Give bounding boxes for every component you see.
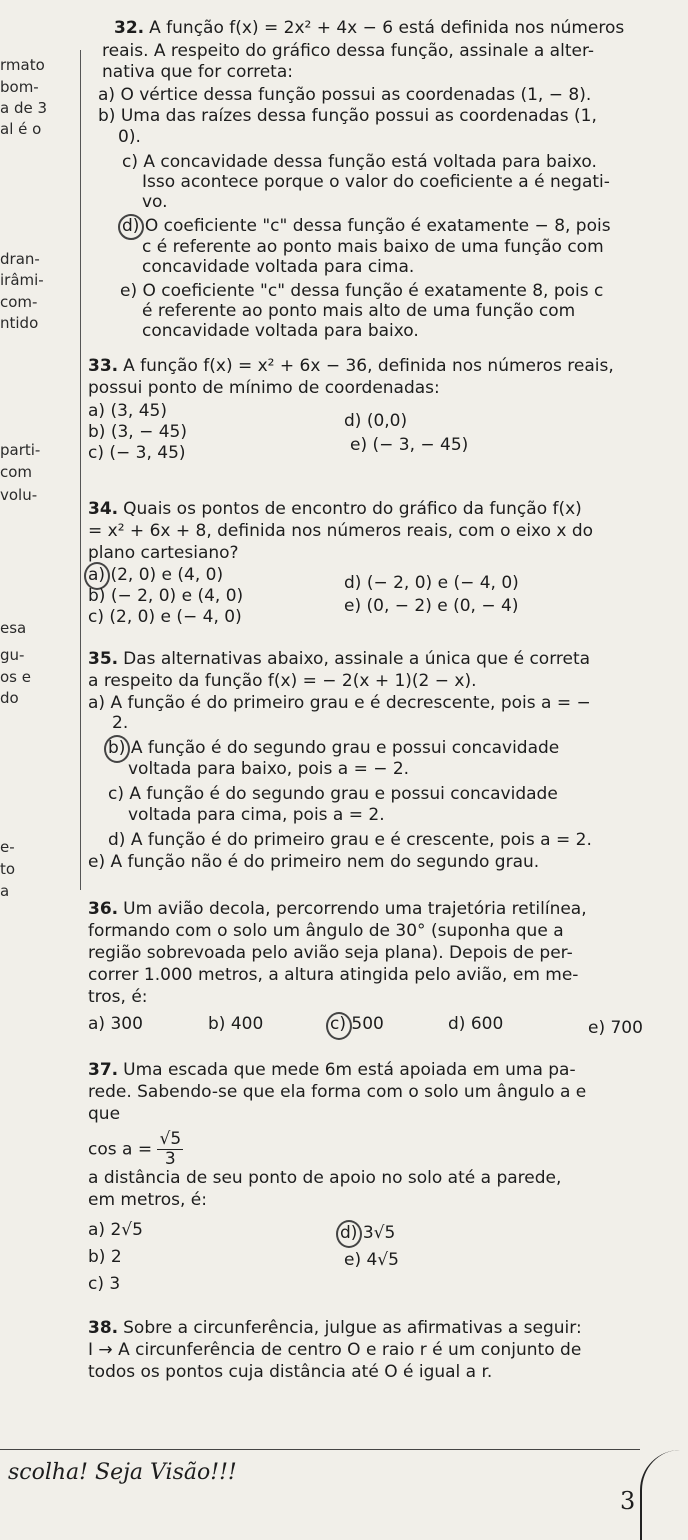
question-text: correr 1.000 metros, a altura atingida pelo avião, em me- <box>88 965 579 985</box>
option-c[interactable]: c) A função é do segundo grau e possui concavidade <box>108 784 558 804</box>
gutter-fragment: volu- <box>0 486 38 504</box>
gutter-fragment: ntido <box>0 314 39 332</box>
option-d[interactable]: d) 600 <box>448 1014 504 1034</box>
gutter-fragment: e- <box>0 838 15 856</box>
question-text: Um avião decola, percorrendo uma trajetória retilínea, <box>123 899 587 919</box>
question-text: Quais os pontos de encontro do gráfico da função f(x) <box>123 499 582 519</box>
option-a-continued: 2. <box>112 713 129 733</box>
option-c-continued: vo. <box>142 192 168 212</box>
question-number: 36. <box>88 899 119 919</box>
question-text: que <box>88 1104 121 1124</box>
footer-rule <box>0 1449 640 1450</box>
pen-circle-mark <box>104 735 130 763</box>
option-a[interactable]: a) 2√5 <box>88 1220 143 1240</box>
question-text: A função f(x) = x² + 6x − 36, definida nos números reais, <box>123 356 614 376</box>
statement-i-continued: todos os pontos cuja distância até O é igual a r. <box>88 1362 493 1382</box>
option-b[interactable]: b) Uma das raízes dessa função possui as coordenadas (1, <box>98 106 597 126</box>
option-c[interactable]: c) 500 <box>330 1014 384 1034</box>
column-divider <box>80 50 81 890</box>
cos-fraction <box>157 1130 183 1169</box>
question-text: em metros, é: <box>88 1190 207 1210</box>
gutter-fragment: gu- <box>0 646 25 664</box>
question-text: A função f(x) = 2x² + 4x − 6 está definida nos números <box>149 18 625 38</box>
option-a[interactable]: a) (3, 45) <box>88 401 167 421</box>
option-d-continued: c é referente ao ponto mais baixo de uma função com <box>142 237 604 257</box>
gutter-fragment: al é o <box>0 120 42 138</box>
option-e[interactable]: e) (0, − 2) e (0, − 4) <box>344 596 519 616</box>
option-e[interactable]: e) O coeficiente "c" dessa função é exatamente 8, pois c <box>120 281 604 301</box>
cos-prefix: cos a = <box>88 1139 153 1160</box>
gutter-fragment: com- <box>0 293 38 311</box>
question-text: a distância de seu ponto de apoio no solo até a parede, <box>88 1168 562 1188</box>
gutter-fragment: irâmi- <box>0 271 44 289</box>
question-number: 37. <box>88 1060 119 1080</box>
question-text: região sobrevoada pelo avião seja plana). Depois de per- <box>88 943 573 963</box>
question-text: tros, é: <box>88 987 148 1007</box>
option-d[interactable]: d) A função é do primeiro grau e é crescente, pois a = 2. <box>108 830 592 850</box>
question-text: nativa que for correta: <box>102 62 293 82</box>
question-text: possui ponto de mínimo de coordenadas: <box>88 378 440 398</box>
gutter-fragment: a <box>0 882 10 900</box>
statement-i: I → A circunferência de centro O e raio r é um conjunto de <box>88 1340 582 1360</box>
option-e[interactable]: e) 4√5 <box>344 1250 399 1270</box>
question-text: rede. Sabendo-se que ela forma com o solo um ângulo a e <box>88 1082 587 1102</box>
option-d[interactable]: d) (− 2, 0) e (− 4, 0) <box>344 573 519 593</box>
gutter-fragment: com <box>0 463 33 481</box>
gutter-fragment: rmato <box>0 56 45 74</box>
option-e[interactable]: e) (− 3, − 45) <box>350 435 469 455</box>
option-b-continued: 0). <box>118 127 141 147</box>
option-d[interactable]: d) O coeficiente "c" dessa função é exatamente − 8, pois <box>122 216 611 236</box>
pen-circle-mark <box>336 1220 362 1248</box>
pen-circle-mark <box>118 214 144 240</box>
option-e-continued: é referente ao ponto mais alto de uma função com <box>142 301 576 321</box>
option-e[interactable]: e) 700 <box>588 1018 643 1038</box>
gutter-fragment: do <box>0 689 19 707</box>
option-b[interactable]: b) (− 2, 0) e (4, 0) <box>88 586 244 606</box>
option-b[interactable]: b) A função é do segundo grau e possui concavidade <box>108 738 560 758</box>
option-d[interactable]: d) (0,0) <box>344 411 408 431</box>
footer-slogan: scolha! Seja Visão!!! <box>8 1460 237 1485</box>
cos-expression <box>88 1130 183 1169</box>
option-c[interactable]: c) (− 3, 45) <box>88 443 186 463</box>
gutter-fragment: esa <box>0 619 27 637</box>
page-fold-shadow <box>640 1450 682 1540</box>
question-text: Das alternativas abaixo, assinale a única que é correta <box>123 649 591 669</box>
question-text: Uma escada que mede 6m está apoiada em uma pa- <box>123 1060 576 1080</box>
option-a[interactable]: a) O vértice dessa função possui as coordenadas (1, − 8). <box>98 85 592 105</box>
option-d[interactable]: d) 3√5 <box>340 1223 396 1243</box>
option-a[interactable]: a) 300 <box>88 1014 143 1034</box>
option-c[interactable]: c) (2, 0) e (− 4, 0) <box>88 607 242 627</box>
question-number: 34. <box>88 499 119 519</box>
question-text: Sobre a circunferência, julgue as afirmativas a seguir: <box>123 1318 582 1338</box>
option-c[interactable]: c) A concavidade dessa função está voltada para baixo. <box>122 152 597 172</box>
question-text: a respeito da função f(x) = − 2(x + 1)(2 − x). <box>88 671 477 691</box>
option-b[interactable]: b) 2 <box>88 1247 122 1267</box>
gutter-fragment: a de 3 <box>0 99 48 117</box>
question-text: reais. A respeito do gráfico dessa função, assinale a alter- <box>102 41 594 61</box>
question-number: 35. <box>88 649 119 669</box>
option-b-continued: voltada para baixo, pois a = − 2. <box>128 759 410 779</box>
option-d-continued: concavidade voltada para cima. <box>142 257 415 277</box>
option-e-continued: concavidade voltada para baixo. <box>142 321 419 341</box>
gutter-fragment: to <box>0 860 16 878</box>
option-c-continued: Isso acontece porque o valor do coeficiente a é negati- <box>142 172 610 192</box>
question-number: 32. <box>114 18 145 38</box>
gutter-fragment: os e <box>0 668 31 686</box>
question-text: formando com o solo um ângulo de 30° (suponha que a <box>88 921 564 941</box>
option-b[interactable]: b) (3, − 45) <box>88 422 187 442</box>
option-c[interactable]: c) 3 <box>88 1274 121 1294</box>
pen-circle-mark <box>326 1012 352 1040</box>
option-c-continued: voltada para cima, pois a = 2. <box>128 805 385 825</box>
question-text: = x² + 6x + 8, definida nos números reais, com o eixo x do <box>88 521 594 541</box>
cos-numerator: √5 <box>159 1129 182 1149</box>
option-a[interactable]: a) (2, 0) e (4, 0) <box>88 565 224 585</box>
option-e[interactable]: e) A função não é do primeiro nem do segundo grau. <box>88 852 540 872</box>
option-b[interactable]: b) 400 <box>208 1014 264 1034</box>
cos-denominator: 3 <box>164 1149 176 1169</box>
gutter-fragment: bom- <box>0 78 39 96</box>
question-number: 38. <box>88 1318 119 1338</box>
option-a[interactable]: a) A função é do primeiro grau e é decrescente, pois a = − <box>88 693 591 713</box>
question-text: plano cartesiano? <box>88 543 239 563</box>
page-number: 3 <box>620 1487 636 1515</box>
left-gutter-fragments <box>0 0 82 1531</box>
question-number: 33. <box>88 356 119 376</box>
gutter-fragment: dran- <box>0 250 40 268</box>
gutter-fragment: parti- <box>0 441 41 459</box>
